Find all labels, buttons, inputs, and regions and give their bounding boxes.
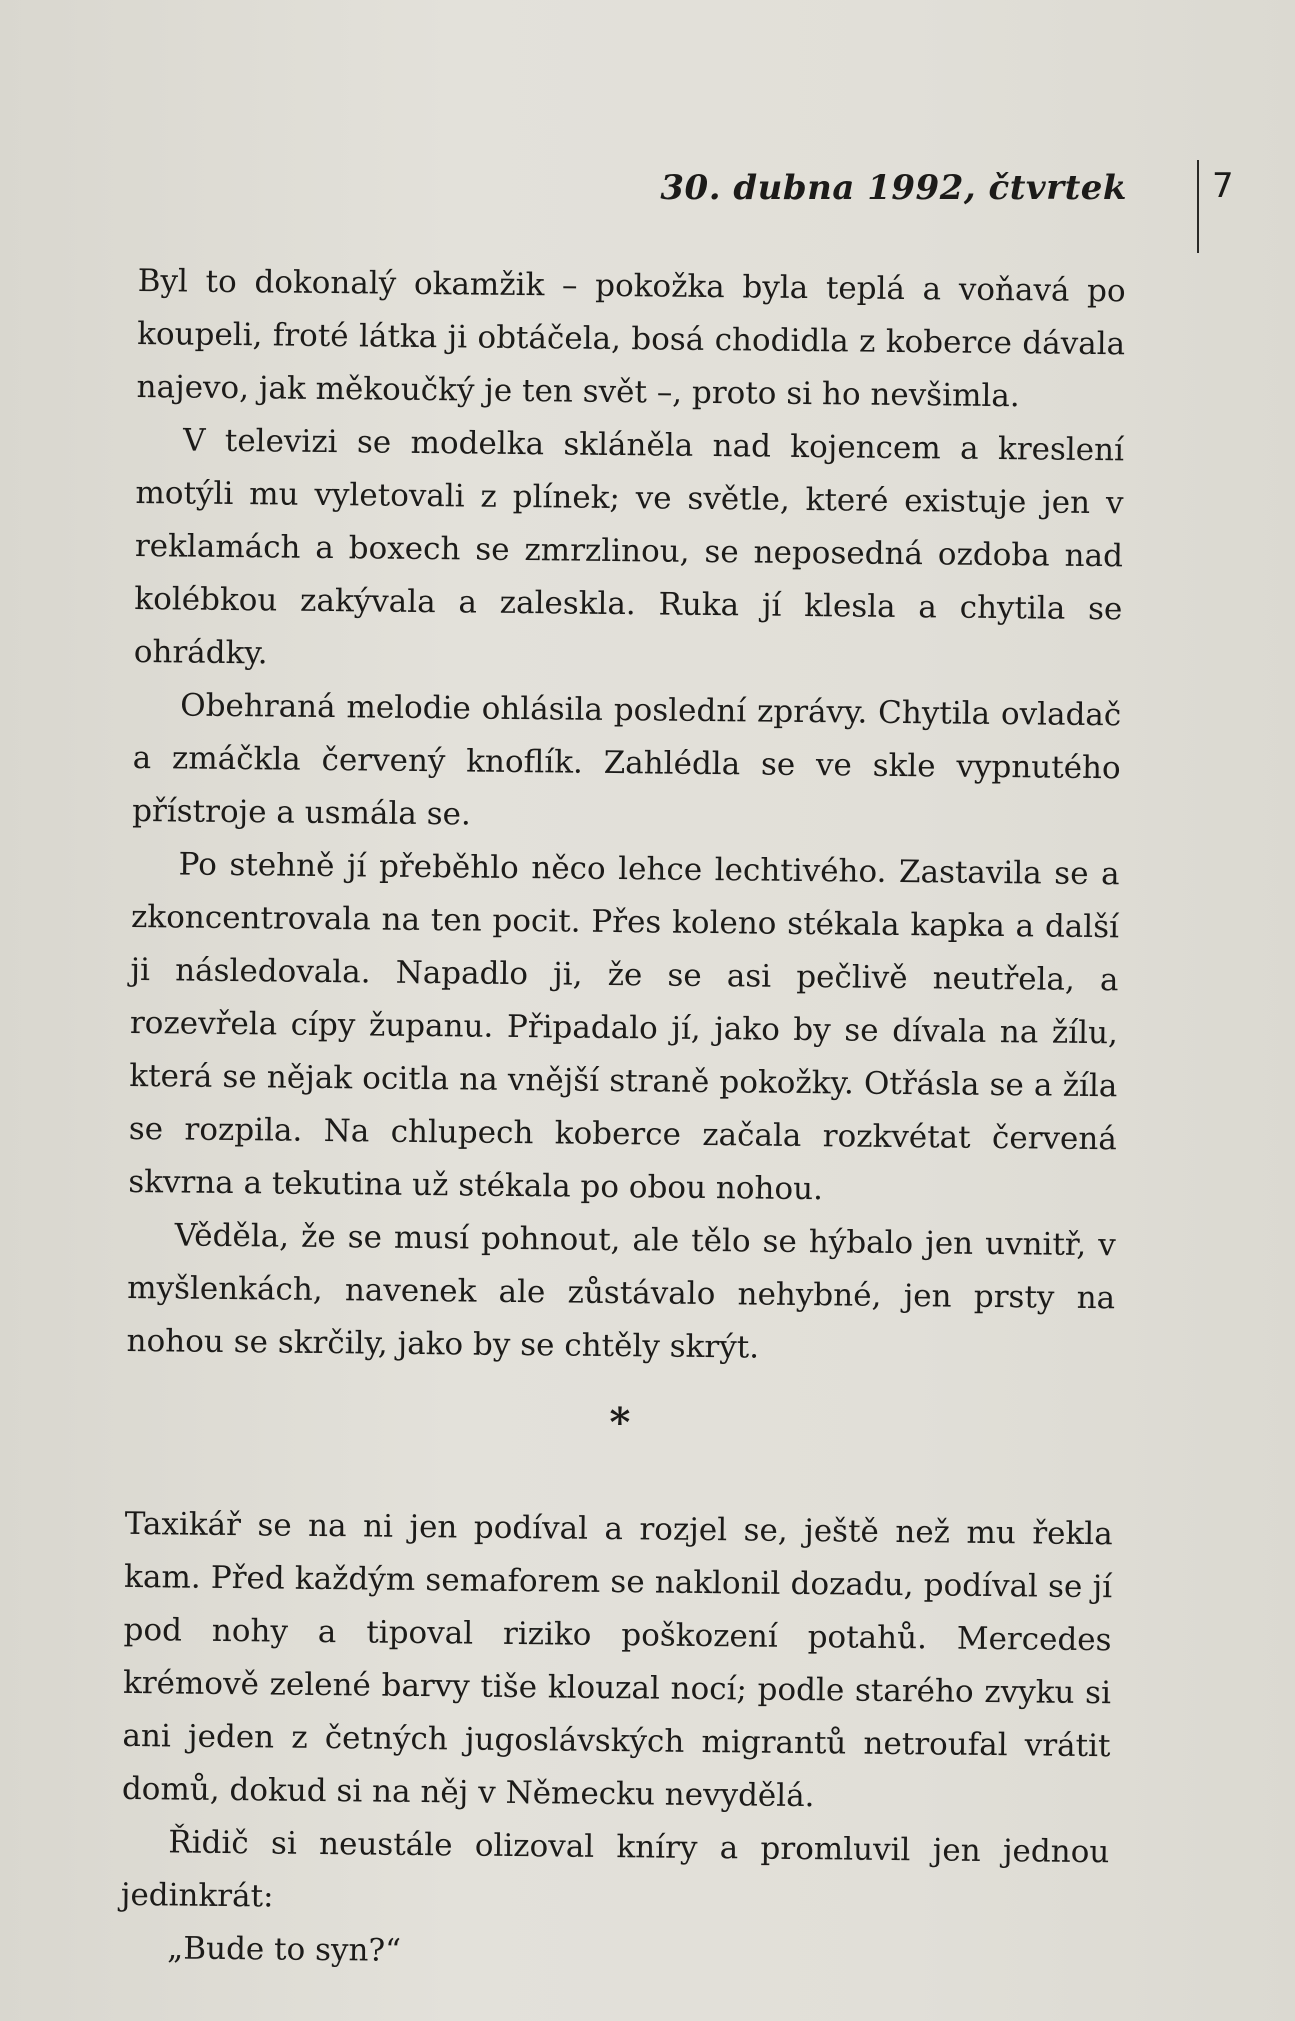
page-header	[0, 160, 1295, 250]
paragraph: „Bude to syn?“	[167, 1930, 402, 1969]
paragraph: Věděla, že se musí pohnout, ale tělo se hýbalo jen uvnitř, v myšlenkách, navenek ale zůstávalo nehybné, jen prsty na nohou se skrčily, jako by se chtěly skrýt.	[126, 1217, 1116, 1366]
paragraph: Obehraná melodie ohlásila poslední zprávy. Chytila ovladač a zmáčkla červený knoflík. Zahlédla se ve skle vypnutého přístroje a usmála se.	[131, 687, 1122, 833]
paragraph: Byl to dokonalý okamžik – pokožka byla teplá a voňavá po koupeli, froté látka ji obtáčela, bosá chodidla z koberce dávala najevo, jak měkoučký je ten svět –, proto si ho nevšimla.	[136, 262, 1126, 415]
running-head: 30. dubna 1992, čtvrtek	[660, 168, 1127, 208]
paragraph: Po stehně jí přeběhlo něco lehce lechtivého. Zastavila se a zkoncentrovala na ten pocit. Přes koleno stékala kapka a další ji následovala. Napadlo ji, že se asi pečlivě neutřela, a rozevřela cípy županu. Připadalo jí, jako by se dívala na žílu, která se nějak ocitla na vnější straně pokožky. Otřásla se a žíla se rozpila. Na chlupech koberce začala rozkvétat červená skvrna a tekutina už stékala po obou nohou.	[128, 846, 1120, 1208]
section-separator: *	[609, 1399, 631, 1447]
paragraph: Taxikář se na ni jen podíval a rozjel se, ještě než mu řekla kam. Před každým semaforem se naklonil dozadu, podíval se jí pod nohy a tipoval riziko poškození potahů. Mercedes krémově zelené barvy tiše klouzal nocí; podle starého zvyku si ani jeden z četných jugoslávských migrantů netroufal vrátit domů, dokud si na něj v Německu nevydělá.	[121, 1505, 1113, 1815]
paragraph: Řidič si neustále olizoval kníry a promluvil jen jednou jedinkrát:	[120, 1824, 1110, 1915]
paragraph: V televizi se modelka skláněla nad kojencem a kreslení motýli mu vyletovali z plínek; ve světle, které existuje jen v reklamách a boxech se zmrzlinou, se neposedná ozdoba nad kolébkou zakývala a zaleskla. Ruka jí klesla a chytila se ohrádky.	[133, 422, 1125, 672]
body-text	[120, 255, 1126, 1985]
page-number: 7	[1212, 166, 1234, 206]
header-rule	[1197, 160, 1199, 253]
